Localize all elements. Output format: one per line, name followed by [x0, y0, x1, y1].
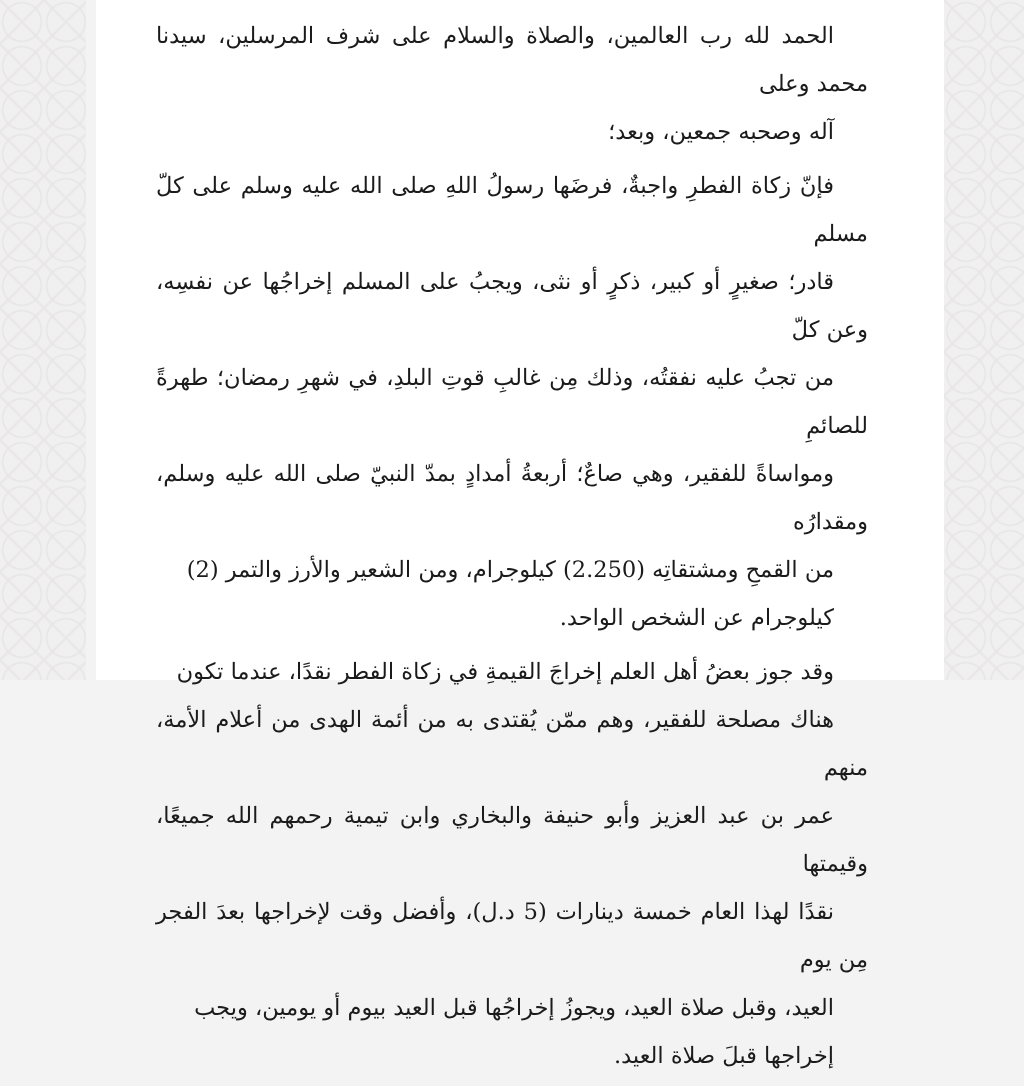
text-line: من القمحِ ومشتقاتِه (2.250) كيلوجرام، ومن الشعير والأرز والتمر (2) — [186, 557, 834, 583]
text-line: فإنّ زكاة الفطرِ واجبةٌ، فرضَها رسولُ اللهِ صلى الله عليه وسلم على كلّ مسلم — [156, 173, 868, 247]
text-line: هناك مصلحة للفقير، وهم ممّن يُقتدى به من أئمة الهدى من أعلام الأمة، منهم — [156, 707, 868, 781]
paragraph-cash-value — [156, 648, 868, 1080]
decorative-border-right — [944, 0, 1024, 680]
text-line: عمر بن عبد العزيز وأبو حنيفة والبخاري وابن تيمية رحمهم الله جميعًا، وقيمتها — [156, 803, 868, 877]
text-line: الحمد لله رب العالمين، والصلاة والسلام على شرف المرسلين، سيدنا محمد وعلى — [156, 23, 868, 97]
decorative-border-left — [0, 0, 86, 680]
paragraph-zakat-ruling — [156, 162, 868, 642]
text-line: وقد جوز بعضُ أهل العلم إخراجَ القيمةِ في زكاة الفطر نقدًا، عندما تكون — [176, 659, 834, 685]
text-line: آله وصحبه جمعين، وبعد؛ — [608, 119, 834, 145]
text-line: العيد، وقبل صلاة العيد، ويجوزُ إخراجُها قبل العيد بيوم أو يومين، ويجب — [194, 995, 834, 1021]
paragraph-intro — [156, 12, 868, 156]
text-line: من تجبُ عليه نفقتُه، وذلك مِن غالبِ قوتِ البلدِ، في شهرِ رمضان؛ طهرةً للصائمِ — [156, 365, 868, 439]
text-line: إخراجها قبلَ صلاة العيد. — [613, 1043, 834, 1069]
text-line: قادر؛ صغيرٍ أو كبير، ذكرٍ أو نثى، ويجبُ على المسلم إخراجُها عن نفسِه، وعن كلّ — [156, 269, 868, 343]
document-body — [156, 12, 868, 1086]
text-line: كيلوجرام عن الشخص الواحد. — [559, 605, 834, 631]
text-line: ومواساةً للفقير، وهي صاعٌ؛ أربعةُ أمدادٍ بمدّ النبيّ صلى الله عليه وسلم، ومقدارُه — [156, 461, 868, 535]
text-line: نقدًا لهذا العام خمسة دينارات (5 د.ل)، وأفضل وقت لإخراجها بعدَ الفجر مِن يوم — [156, 899, 868, 973]
document-page — [96, 0, 944, 1069]
